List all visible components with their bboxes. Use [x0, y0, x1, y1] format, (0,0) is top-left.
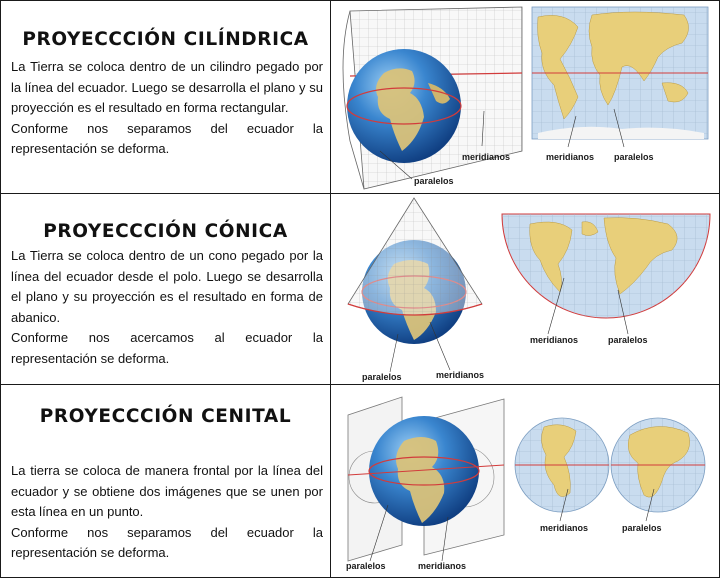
- illustration-cilindrica: [332, 1, 719, 193]
- description-cilindrica: [11, 57, 323, 160]
- label-paralelos-map: paralelos: [622, 523, 662, 533]
- zenithal-maps: [515, 418, 705, 512]
- row-conica: [1, 194, 719, 385]
- illustration-cenital: [332, 385, 719, 577]
- globe-cilindrica: [347, 49, 461, 163]
- label-meridianos-map: meridianos: [530, 335, 579, 345]
- description-cenital-p2: Conforme nos separamos del ecuador la representación se deforma.: [11, 524, 323, 560]
- cylindrical-map: [532, 7, 708, 139]
- title-cilindrica: PROYECCCIÓN CILÍNDRICA: [22, 29, 309, 50]
- label-meridianos-globe: meridianos: [418, 561, 467, 571]
- label-meridianos-globe: meridianos: [436, 370, 485, 380]
- text-cell-cenital: [1, 385, 331, 577]
- label-meridianos-map: meridianos: [546, 152, 595, 162]
- label-meridianos-map: meridianos: [540, 523, 589, 533]
- label-paralelos-map: paralelos: [614, 152, 654, 162]
- text-cell-conica: [1, 194, 331, 384]
- description-cilindrica-p1: La Tierra se coloca dentro de un cilindro pegado por la línea del ecuador. Luego se desarrolla el plano y su proyección es el resultado en forma rectangular.: [11, 59, 323, 115]
- label-paralelos-map: paralelos: [608, 335, 648, 345]
- cone-shape: [348, 198, 482, 315]
- description-cenital: [11, 461, 323, 564]
- title-cenital: PROYECCCIÓN CENITAL: [39, 406, 292, 427]
- title-conica: PROYECCCIÓN CÓNICA: [43, 221, 288, 242]
- label-paralelos-globe: paralelos: [414, 176, 454, 186]
- label-paralelos-globe: paralelos: [362, 372, 402, 382]
- description-cenital-p1: La tierra se coloca de manera frontal por la línea del ecuador y se obtiene dos imágenes que se unen por esta línea en un punto.: [11, 463, 323, 519]
- description-conica: [11, 246, 323, 369]
- description-conica-p1: La Tierra se coloca dentro de un cono pegado por la línea del ecuador desde el polo. Luego se desarrolla el plano y su proyección es el resultado en forma de abanico.: [11, 248, 323, 325]
- row-cilindrica: [1, 1, 719, 194]
- label-paralelos-globe: paralelos: [346, 561, 386, 571]
- illustration-conica: [332, 194, 719, 384]
- row-cenital: [1, 385, 719, 577]
- text-cell-cilindrica: [1, 1, 331, 193]
- label-meridianos-globe: meridianos: [462, 152, 511, 162]
- description-conica-p2: Conforme nos acercamos al ecuador la representación se deforma.: [11, 330, 323, 366]
- description-cilindrica-p2: Conforme nos separamos del ecuador la representación se deforma.: [11, 120, 323, 156]
- conical-map: [502, 214, 710, 318]
